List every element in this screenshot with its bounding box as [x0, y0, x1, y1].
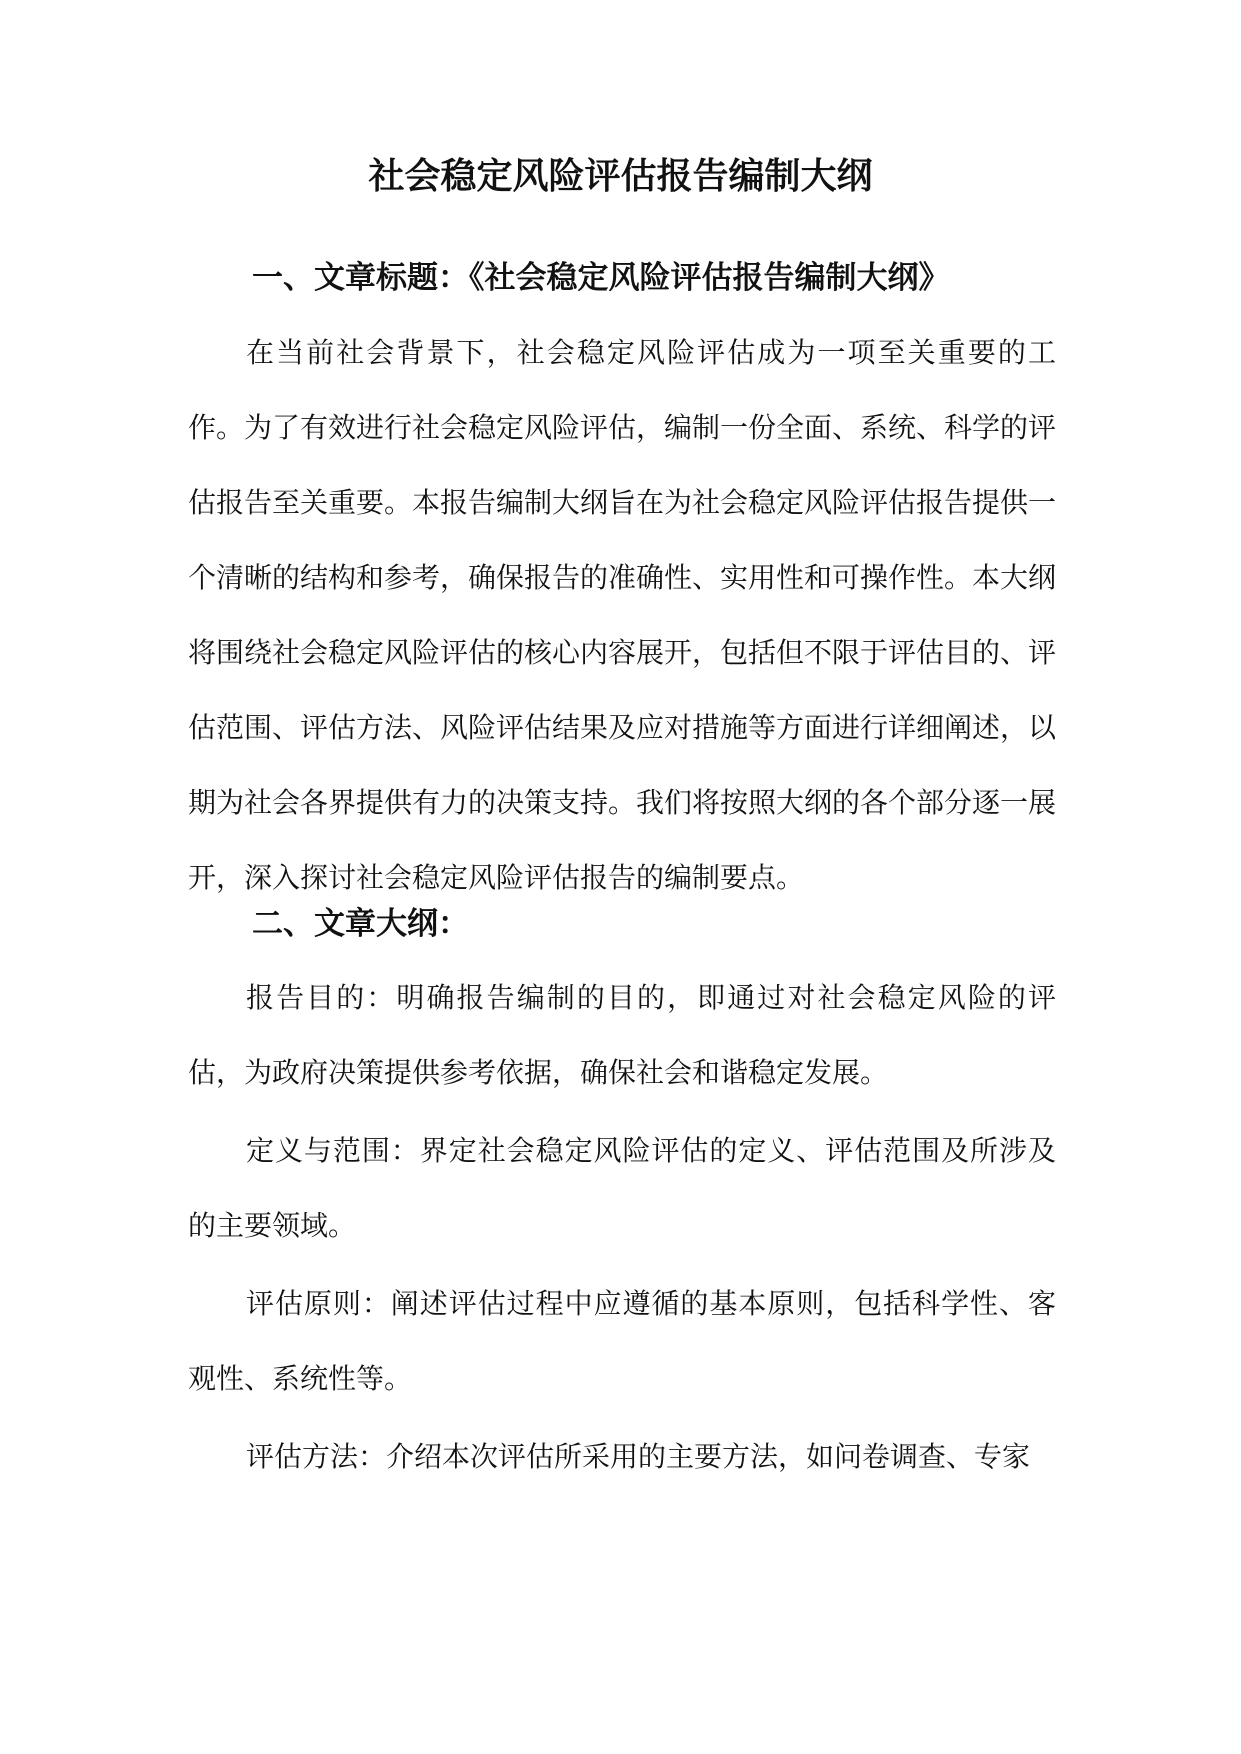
section-heading-article-title: 一、文章标题：《社会稳定风险评估报告编制大纲》 — [252, 260, 950, 296]
outline-item-definition-scope: 定义与范围：界定社会稳定风险评估的定义、评估范围及所涉及的主要领域。 — [188, 1134, 1056, 1242]
outline-item-evaluation-principles: 评估原则：阐述评估过程中应遵循的基本原则，包括科学性、客观性、系统性等。 — [188, 1287, 1056, 1395]
section-heading-outline: 二、文章大纲： — [252, 906, 469, 942]
intro-paragraph: 在当前社会背景下，社会稳定风险评估成为一项至关重要的工作。为了有效进行社会稳定风险评估，编制一份全面、系统、科学的评估报告至关重要。本报告编制大纲旨在为社会稳定风险评估报告提供一个清晰的结构和参考，确保报告的准确性、实用性和可操作性。本大纲将围绕社会稳定风险评估的核心内容展开，包括但不限于评估目的、评估范围、评估方法、风险评估结果及应对措施等方面进行详细阐述，以期为社会各界提供有力的决策支持。我们将按照大纲的各个部分逐一展开，深入探讨社会稳定风险评估报告的编制要点。 — [188, 336, 1057, 894]
document-title: 社会稳定风险评估报告编制大纲 — [368, 155, 873, 197]
outline-item-report-purpose: 报告目的：明确报告编制的目的，即通过对社会稳定风险的评估，为政府决策提供参考依据，确保社会和谐稳定发展。 — [188, 981, 1056, 1089]
outline-item-evaluation-methods: 评估方法：介绍本次评估所采用的主要方法，如问卷调查、专家 — [246, 1440, 1031, 1473]
